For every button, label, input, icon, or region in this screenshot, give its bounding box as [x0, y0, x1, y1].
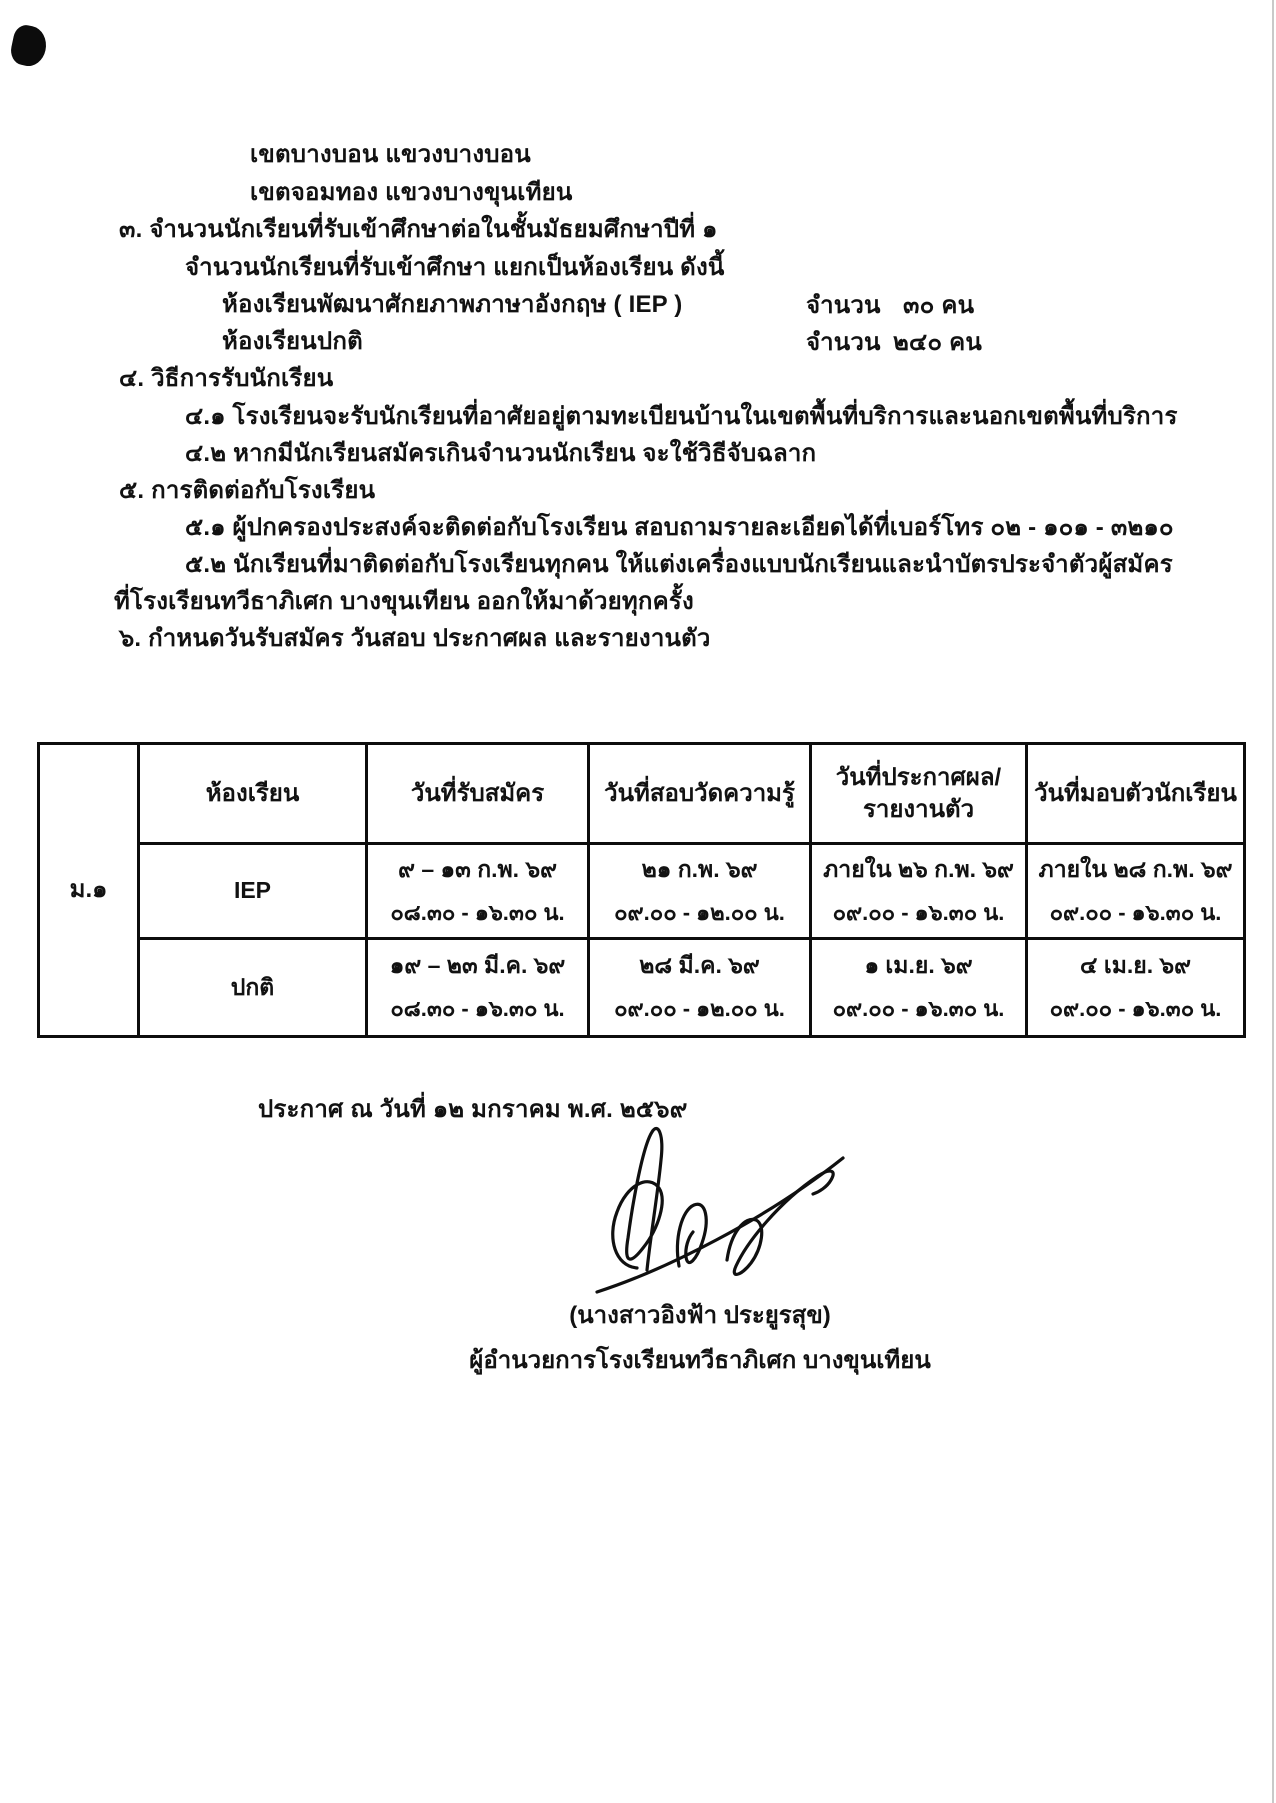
section4-item1: ๔.๑ โรงเรียนจะรับนักเรียนที่อาศัยอยู่ตามทะเบียนบ้านในเขตพื้นที่บริการและนอกเขตพื้นที่บริการ — [185, 403, 1178, 430]
table-row-regular-apply — [368, 940, 590, 1035]
iep-apply-date: ๙ – ๑๓ ก.พ. ๖๙ — [398, 855, 557, 882]
iep-enroll-time: ๐๙.๐๐ - ๑๖.๓๐ น. — [1049, 899, 1222, 925]
iep-apply-time: ๐๘.๓๐ - ๑๖.๓๐ น. — [390, 899, 565, 925]
table-row-iep-exam — [590, 845, 812, 940]
col-header-announce-line2: รายงานตัว — [862, 795, 975, 823]
regular-exam-time: ๐๙.๐๐ - ๑๒.๐๐ น. — [614, 996, 785, 1022]
table-level-cell: ม.๑ — [40, 745, 140, 1035]
regular-enroll-time: ๐๙.๐๐ - ๑๖.๓๐ น. — [1049, 996, 1222, 1022]
regular-count-label: จำนวน — [806, 329, 881, 356]
regular-apply-time: ๐๘.๓๐ - ๑๖.๓๐ น. — [390, 996, 565, 1022]
col-header-announce-line1: วันที่ประกาศผล/ — [835, 764, 1002, 792]
signer-title: ผู้อำนวยการโรงเรียนทวีธาภิเศก บางขุนเทียน — [469, 1347, 931, 1374]
regular-count-value: ๒๔๐ คน — [893, 329, 982, 356]
table-row-regular-announce — [812, 940, 1028, 1035]
section5-item2-continuation: ที่โรงเรียนทวีธาภิเศก บางขุนเทียน ออกให้มาด้วยทุกครั้ง — [114, 588, 694, 615]
iep-announce-time: ๐๙.๐๐ - ๑๖.๓๐ น. — [832, 899, 1005, 925]
table-row-regular-enroll — [1028, 940, 1243, 1035]
iep-count-label: จำนวน — [806, 292, 881, 319]
admission-schedule-table — [37, 742, 1246, 1038]
section4-item2: ๔.๒ หากมีนักเรียนสมัครเกินจำนวนนักเรียน จะใช้วิธีจับฉลาก — [185, 440, 817, 467]
table-row-iep-classroom: IEP — [140, 845, 368, 940]
iep-announce-date: ภายใน ๒๖ ก.พ. ๖๙ — [823, 855, 1014, 882]
regular-announce-time: ๐๙.๐๐ - ๑๖.๓๐ น. — [832, 996, 1005, 1022]
district-line-2: เขตจอมทอง แขวงบางขุนเทียน — [250, 179, 573, 206]
col-header-announce-date — [812, 745, 1028, 845]
section6-heading: ๖. กำหนดวันรับสมัคร วันสอบ ประกาศผล และรายงานตัว — [119, 625, 711, 652]
col-header-exam-date: วันที่สอบวัดความรู้ — [590, 745, 812, 845]
scan-edge-line — [1272, 0, 1274, 1803]
scan-artifact-blob — [8, 23, 50, 69]
section5-item1: ๕.๑ ผู้ปกครองประสงค์จะติดต่อกับโรงเรียน สอบถามรายละเอียดได้ที่เบอร์โทร ๐๒ - ๑๐๑ - ๓๒๑๐ — [185, 514, 1174, 541]
iep-classroom-label: ห้องเรียนพัฒนาศักยภาพภาษาอังกฤษ ( IEP ) — [222, 291, 683, 318]
iep-exam-date: ๒๑ ก.พ. ๖๙ — [641, 855, 758, 882]
section5-heading: ๕. การติดต่อกับโรงเรียน — [119, 477, 376, 504]
col-header-classroom: ห้องเรียน — [140, 745, 368, 845]
section3-heading: ๓. จำนวนนักเรียนที่รับเข้าศึกษาต่อในชั้นมัธยมศึกษาปีที่ ๑ — [119, 216, 718, 243]
signer-name: (นางสาวอิงฟ้า ประยูรสุข) — [569, 1302, 831, 1329]
section4-heading: ๔. วิธีการรับนักเรียน — [119, 365, 334, 392]
iep-exam-time: ๐๙.๐๐ - ๑๒.๐๐ น. — [614, 899, 785, 925]
regular-exam-date: ๒๘ มี.ค. ๖๙ — [639, 952, 760, 979]
iep-enroll-date: ภายใน ๒๘ ก.พ. ๖๙ — [1038, 855, 1233, 882]
section5-item2: ๕.๒ นักเรียนที่มาติดต่อกับโรงเรียนทุกคน ให้แต่งเครื่องแบบนักเรียนและนำบัตรประจำตัวผู้สมัคร — [185, 551, 1173, 578]
regular-enroll-date: ๔ เม.ย. ๖๙ — [1080, 952, 1191, 979]
col-header-enroll-date: วันที่มอบตัวนักเรียน — [1028, 745, 1243, 845]
announcement-date-line: ประกาศ ณ วันที่ ๑๒ มกราคม พ.ศ. ๒๕๖๙ — [258, 1096, 688, 1123]
table-row-regular-exam — [590, 940, 812, 1035]
regular-announce-date: ๑ เม.ย. ๖๙ — [864, 952, 973, 979]
table-row-iep-enroll — [1028, 845, 1243, 940]
regular-apply-date: ๑๙ – ๒๓ มี.ค. ๖๙ — [389, 952, 566, 979]
district-line-1: เขตบางบอน แขวงบางบอน — [250, 141, 531, 168]
table-row-iep-announce — [812, 845, 1028, 940]
table-row-regular-classroom: ปกติ — [140, 940, 368, 1035]
iep-count-value: ๓๐ คน — [903, 292, 975, 319]
signature — [575, 1120, 905, 1310]
table-row-iep-apply — [368, 845, 590, 940]
regular-classroom-label: ห้องเรียนปกติ — [222, 328, 363, 355]
col-header-apply-date: วันที่รับสมัคร — [368, 745, 590, 845]
section3-subheading: จำนวนนักเรียนที่รับเข้าศึกษา แยกเป็นห้องเรียน ดังนี้ — [185, 254, 725, 281]
